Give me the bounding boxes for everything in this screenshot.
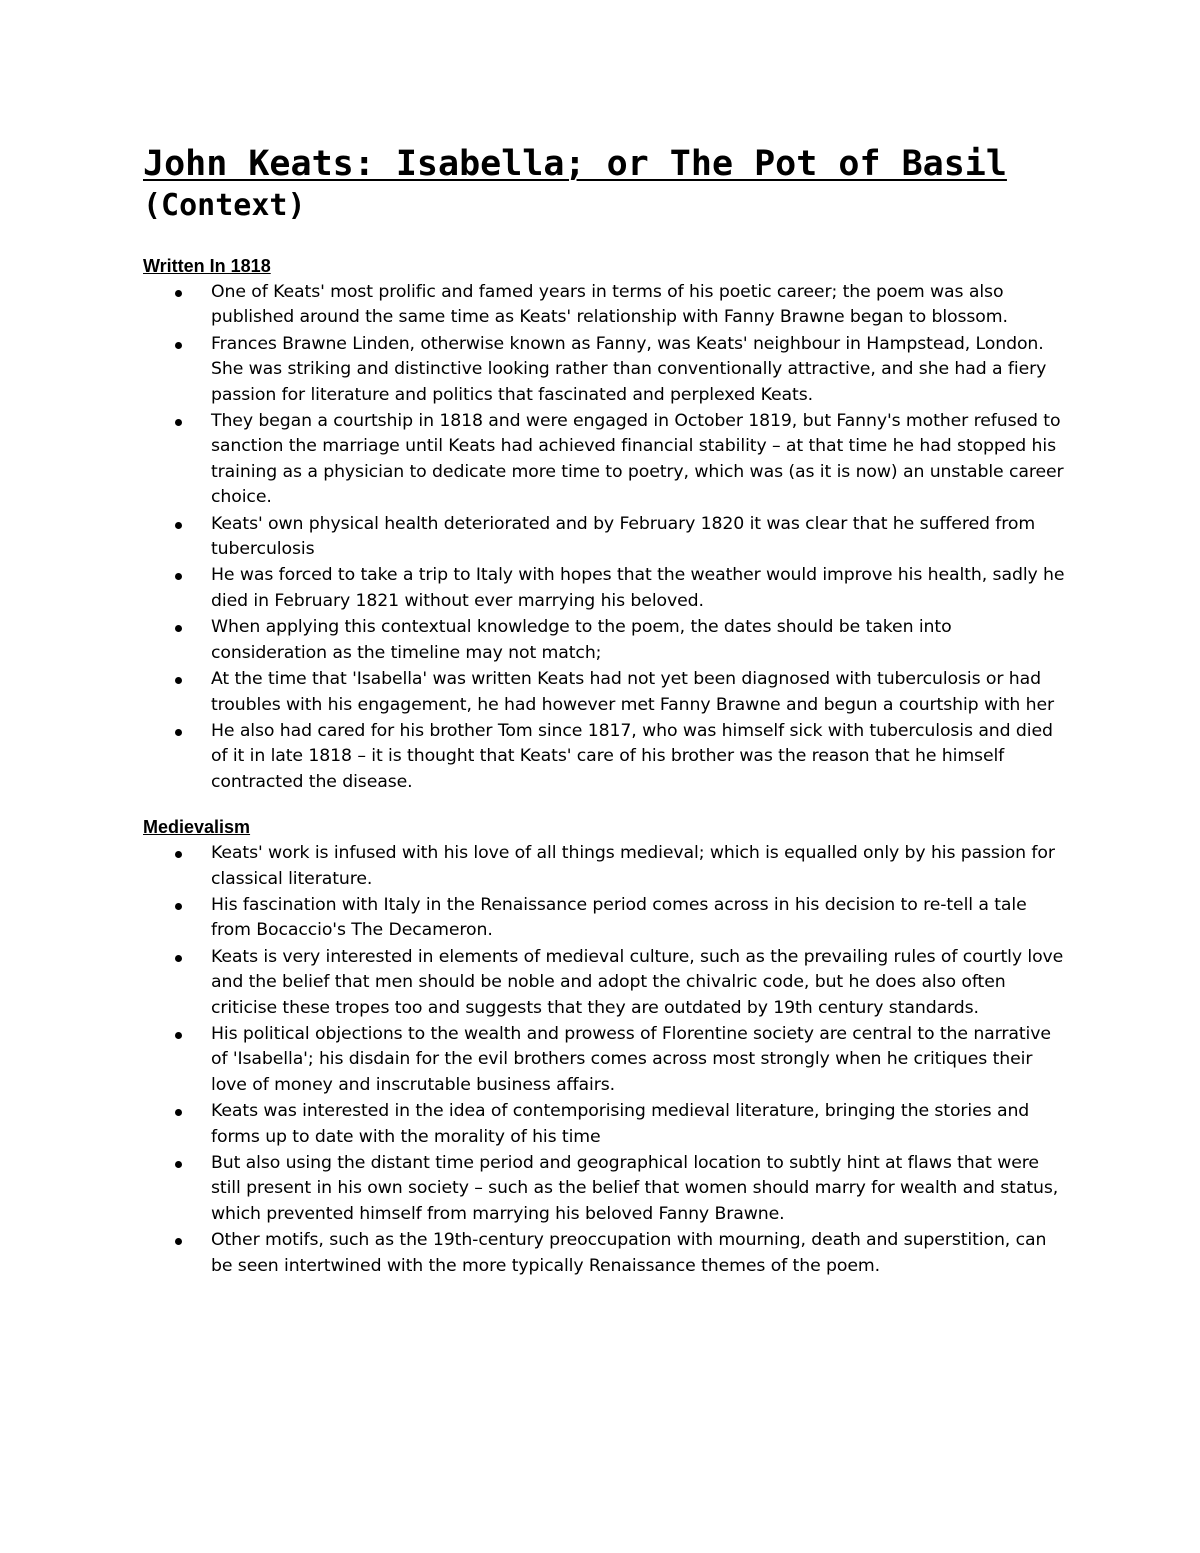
document-title-block: [143, 142, 1068, 226]
bullet-icon: [175, 522, 182, 529]
list-item-text: His political objections to the wealth and prowess of Florentine society are central to the narrative of 'Isabella'; his disdain for the evil brothers comes across most strongly when he critiques their love of money and inscrutable business affairs.: [211, 1023, 1051, 1095]
list-item: [143, 563, 1068, 614]
bullet-icon: [175, 1109, 182, 1116]
list-item: [143, 841, 1068, 892]
list-item-text: Keats' own physical health deteriorated and by February 1820 it was clear that he suffered from tuberculosis: [211, 513, 1036, 560]
list-item: [143, 1099, 1068, 1150]
list-item-text: One of Keats' most prolific and famed years in terms of his poetic career; the poem was also published around the same time as Keats' relationship with Fanny Brawne began to blossom.: [211, 282, 1008, 328]
list-item-text: Keats is very interested in elements of medieval culture, such as the prevailing rules of courtly love and the belief that men should be noble and adopt the chivalric code, but he does also often criticise these tropes too and suggests that they are outdated by 19th century standards.: [211, 946, 1064, 1018]
section-written-in-1818: [143, 254, 1068, 795]
list-item: [143, 1151, 1068, 1227]
list-item-text: His fascination with Italy in the Renaissance period comes across in his decision to re-tell a tale from Bocaccio's The Decameron.: [211, 894, 1027, 941]
bullet-icon: [175, 342, 182, 349]
list-item: [143, 512, 1068, 563]
document-page: [143, 142, 1068, 1280]
section-heading: Written In 1818: [143, 256, 271, 276]
list-item-text: They began a courtship in 1818 and were engaged in October 1819, but Fanny's mother refused to sanction the marriage until Keats had achieved financial stability – at that time he had stopped his training as a physician to dedicate more time to poetry, which was (as it is now) an unstable career choice.: [211, 411, 1064, 508]
section-medievalism: [143, 815, 1068, 1279]
list-item-text: He also had cared for his brother Tom since 1817, who was himself sick with tuberculosis and died of it in late 1818 – it is thought that Keats' care of his brother was the reason that he himself contracted the disease.: [211, 720, 1053, 792]
list-item: [143, 409, 1068, 511]
list-item: [143, 719, 1068, 795]
bullet-icon: [175, 729, 182, 736]
list-item-text: At the time that 'Isabella' was written Keats had not yet been diagnosed with tuberculosis or had troubles with his engagement, he had however met Fanny Brawne and begun a courtship with her: [211, 669, 1054, 715]
bullet-icon: [175, 677, 182, 684]
list-item-text: Other motifs, such as the 19th-century preoccupation with mourning, death and superstition, can be seen intertwined with the more typically Renaissance themes of the poem.: [211, 1230, 1047, 1276]
document-title: John Keats: Isabella; or The Pot of Basil: [143, 144, 1007, 184]
document-subtitle: (Context): [143, 188, 306, 223]
list-item-text: Frances Brawne Linden, otherwise known as Fanny, was Keats' neighbour in Hampstead, London. She was striking and distinctive looking rather than conventionally attractive, and she had a fiery passion for literature and politics that fascinated and perplexed Keats.: [211, 333, 1047, 405]
bullet-icon: [175, 625, 182, 632]
list-item: [143, 893, 1068, 944]
list-item: [143, 1228, 1068, 1279]
bullet-icon: [175, 1161, 182, 1168]
list-item: [143, 615, 1068, 666]
list-item: [143, 667, 1068, 718]
list-item: [143, 332, 1068, 408]
bullet-icon: [175, 290, 182, 297]
bullet-icon: [175, 573, 182, 580]
bullet-icon: [175, 1032, 182, 1039]
bullet-icon: [175, 903, 182, 910]
list-item: [143, 1022, 1068, 1098]
section-heading: Medievalism: [143, 817, 251, 838]
bullet-icon: [175, 419, 182, 426]
list-item-text: Keats' work is infused with his love of all things medieval; which is equalled only by his passion for classical literature.: [211, 843, 1055, 889]
bullet-icon: [175, 851, 182, 858]
list-item-text: Keats was interested in the idea of contemporising medieval literature, bringing the stories and forms up to date with the morality of his time: [211, 1101, 1030, 1147]
list-item-text: He was forced to take a trip to Italy with hopes that the weather would improve his health, sadly he died in February 1821 without ever marrying his beloved.: [211, 565, 1065, 611]
bullet-icon: [175, 1238, 182, 1245]
list-item-text: But also using the distant time period and geographical location to subtly hint at flaws that were still present in his own society – such as the belief that women should marry for wealth and status, which prevented himself from marrying his beloved Fanny Brawne.: [211, 1153, 1059, 1224]
bullet-icon: [175, 955, 182, 962]
list-item: [143, 945, 1068, 1021]
bullet-list: [143, 280, 1068, 795]
bullet-list: [143, 841, 1068, 1279]
list-item-text: When applying this contextual knowledge to the poem, the dates should be taken into consideration as the timeline may not match;: [211, 617, 952, 663]
list-item: [143, 280, 1068, 331]
